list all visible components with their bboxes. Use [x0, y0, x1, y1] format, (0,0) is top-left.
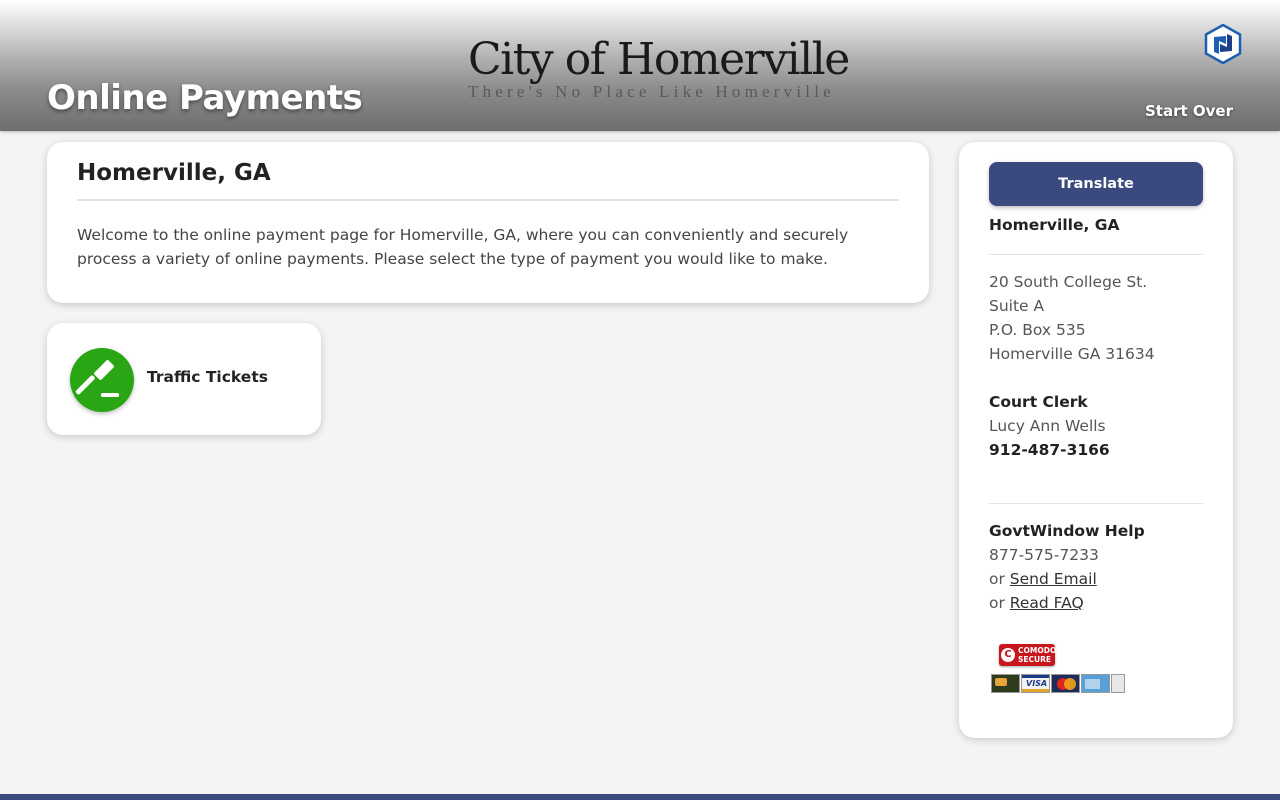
sidebar	[959, 142, 1233, 738]
payment-tile-traffic-tickets[interactable]	[47, 323, 321, 435]
divider	[989, 254, 1203, 255]
welcome-title: Homerville, GA	[77, 160, 271, 186]
send-email-link[interactable]: Send Email	[1009, 570, 1097, 588]
read-faq-link[interactable]: Read FAQ	[1009, 594, 1084, 612]
city-logo-title: City of Homerville	[468, 34, 849, 85]
address-line: Suite A	[989, 297, 1045, 315]
help-heading: GovtWindow Help	[989, 522, 1145, 540]
page-title: Online Payments	[47, 78, 363, 118]
header	[0, 0, 1280, 131]
comodo-secure-seal-icon[interactable]: C COMODO SECURE	[999, 644, 1055, 666]
address-line: 20 South College St.	[989, 273, 1148, 291]
welcome-text: Welcome to the online payment page for Homerville, GA, where you can conveniently and securely process a variety of online payments. Please select the type of payment you would like to make.	[77, 226, 849, 268]
or-text: or	[989, 594, 1005, 612]
address-line: Homerville GA 31634	[989, 345, 1155, 363]
city-logo-tagline: There's No Place Like Homerville	[468, 82, 835, 101]
govtwindow-logo-icon[interactable]	[1204, 24, 1242, 64]
divider	[77, 199, 899, 201]
send-email-row	[989, 567, 1097, 591]
clerk-phone: 912-487-3166	[989, 441, 1110, 459]
read-faq-row	[989, 591, 1084, 615]
help-phone: 877-575-7233	[989, 546, 1099, 564]
start-over-link[interactable]: Start Over	[1145, 102, 1233, 120]
divider	[989, 503, 1203, 504]
welcome-card	[47, 142, 929, 303]
amex-card-icon	[1081, 674, 1110, 693]
card-icon	[1111, 674, 1125, 693]
discover-card-icon	[991, 674, 1020, 693]
payment-tile-label: Traffic Tickets	[147, 368, 268, 386]
visa-card-icon: VISA	[1021, 674, 1050, 693]
gavel-icon	[70, 348, 134, 412]
address-line: P.O. Box 535	[989, 321, 1086, 339]
mastercard-card-icon	[1051, 674, 1080, 693]
sidebar-location: Homerville, GA	[989, 216, 1120, 234]
translate-button[interactable]: Translate	[989, 162, 1203, 206]
clerk-name: Lucy Ann Wells	[989, 417, 1106, 435]
footer-bar	[0, 794, 1280, 800]
clerk-heading: Court Clerk	[989, 393, 1088, 411]
accepted-cards	[991, 674, 1125, 693]
or-text: or	[989, 570, 1005, 588]
